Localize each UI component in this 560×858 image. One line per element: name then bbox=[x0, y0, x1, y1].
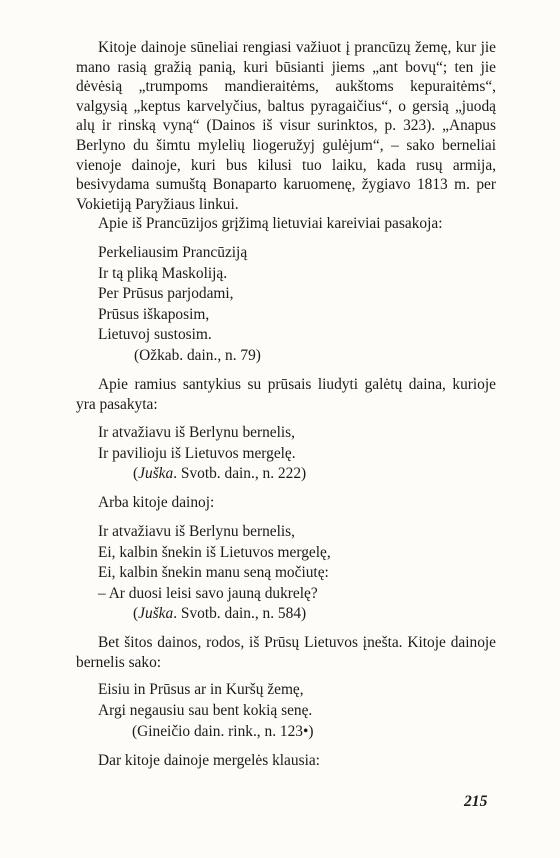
verse-line: Per Prūsus parjodami, bbox=[98, 285, 234, 303]
song-excerpt-3 bbox=[98, 522, 518, 604]
verse-line: Ei, kalbin šnekin manu seną močiutę: bbox=[98, 564, 329, 582]
song-excerpt-2 bbox=[98, 423, 518, 464]
verse-line: Ir atvažiavu iš Berlynu bernelis, bbox=[98, 424, 296, 441]
verse-line: Perkeliausim Prancūziją bbox=[98, 244, 248, 261]
verse-line: Prūsus iškaposim, bbox=[98, 305, 210, 323]
paragraph-text: Arba kitoje dainoj: bbox=[98, 494, 215, 511]
paragraph-another-song bbox=[76, 493, 496, 513]
source-reference: . Svotb. dain., n. 222) bbox=[173, 465, 307, 482]
source-author: Juška bbox=[138, 605, 174, 622]
source-reference: . Svotb. dain., n. 584) bbox=[173, 605, 307, 622]
verse-line: Ir atvažiavu iš Berlynu bernelis, bbox=[98, 523, 296, 540]
verse-line: Ir tą pliką Maskoliją. bbox=[98, 264, 228, 282]
paragraph-text: Apie iš Prancūzijos grįžimą lietuviai kareiviai pasakoja: bbox=[98, 215, 443, 232]
source-author: Juška bbox=[138, 465, 174, 482]
verse-line: Argi negausiu sau bent kokią senę. bbox=[98, 701, 313, 719]
paragraph-return-from-france bbox=[76, 214, 496, 234]
paragraph-girls-ask bbox=[76, 751, 496, 771]
source-citation-1: (Ožkab. dain., n. 79) bbox=[134, 347, 261, 364]
paragraph-text: Dar kitoje dainoje mergelės klausia: bbox=[98, 752, 320, 769]
paragraph-text: Bet šitos dainos, rodos, iš Prūsų Lietuvos įnešta. Kitoje dainoje bernelis sako: bbox=[76, 634, 496, 671]
song-excerpt-4 bbox=[98, 680, 518, 721]
source-citation-3: (Juška. Svotb. dain., n. 584) bbox=[133, 605, 307, 622]
paragraph-prussian-lithuania bbox=[76, 633, 496, 672]
paragraph-text: Apie ramius santykius su prūsais liudyti galėtų daina, kurioje yra pasakyta: bbox=[76, 376, 496, 413]
page-number: 215 bbox=[464, 793, 488, 810]
paragraph-text: Kitoje dainoje sūneliai rengiasi važiuot į prancūzų žemę, kur jie mano rasią gražią panią, kuri būsianti jiems „ant bovų“; ten jie dėvėsią „trumpoms mandieraitėms, aukštoms kepuraitėms“, valgysią „keptus karvelyčius, baltus pyragaičius“, o gersią „juodą alų ir rinską vyną“ (Dainos iš visur surinktos, p. 323). „Anapus Berlyno du šimtu mylelių liogeružyj gulėjum“, – sako berneliai vienoje dainoje, kuri bus kilusi tuo laiku, kada rusų armija, besivydama sumuštą Bonaparto karuomenę, žygiavo 1813 m. per Vokietiją Paryžiaus linkui. bbox=[76, 39, 496, 213]
song-excerpt-1 bbox=[98, 243, 518, 346]
verse-line: Eisiu in Prūsus ar in Kuršų žemę, bbox=[98, 681, 304, 698]
paragraph-foreign-lands bbox=[76, 38, 496, 214]
source-citation-4: (Gineičio dain. rink., n. 123•) bbox=[132, 723, 314, 740]
verse-line: Lietuvoj sustosim. bbox=[98, 326, 212, 344]
verse-line: Ir pavilioju iš Lietuvos mergelę. bbox=[98, 444, 296, 462]
source-citation-2: (Juška. Svotb. dain., n. 222) bbox=[133, 465, 307, 482]
verse-line: – Ar duosi leisi savo jauną dukrelę? bbox=[98, 584, 318, 602]
verse-line: Ei, kalbin šnekin iš Lietuvos mergelę, bbox=[98, 543, 331, 561]
paragraph-prussian-relations bbox=[76, 375, 496, 414]
